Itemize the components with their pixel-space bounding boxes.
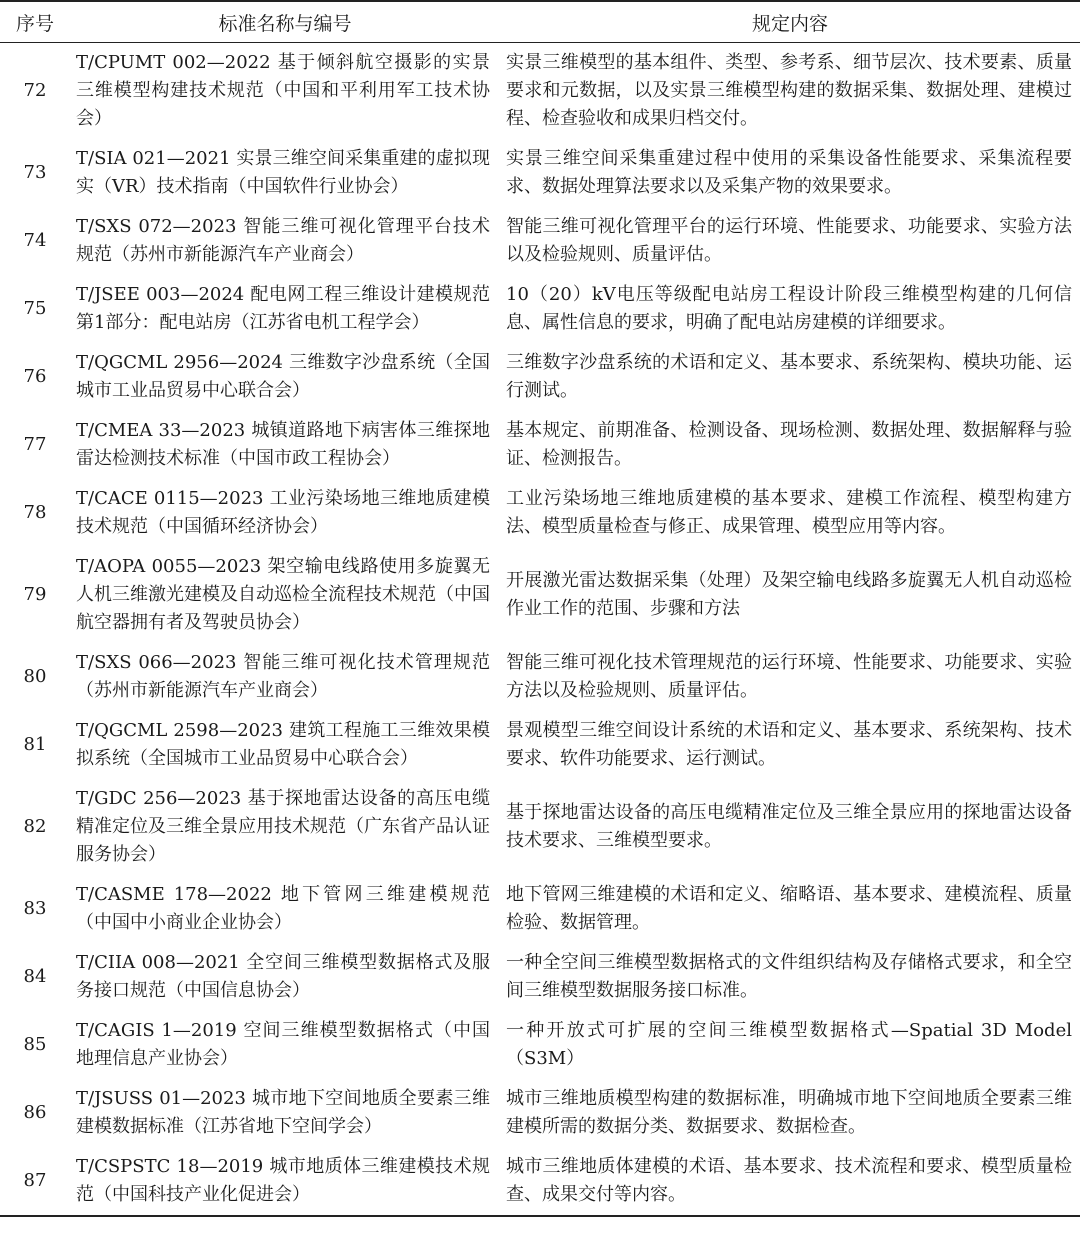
- row-index: 77: [23, 434, 47, 455]
- row-standard: T/CSPSTC 18—2019 城市地质体三维建模技术规范（中国科技产业化促进会）: [70, 1147, 500, 1216]
- row-index: 81: [23, 734, 47, 755]
- row-content: 实景三维模型的基本组件、类型、参考系、细节层次、技术要素、质量要求和元数据，以及实景三维模型构建的数据采集、数据处理、建模过程、检查验收和成果归档交付。: [506, 52, 1072, 129]
- row-index: 80: [23, 666, 47, 687]
- row-standard: T/JSEE 003—2024 配电网工程三维设计建模规范 第1部分：配电站房（江苏省电机工程学会）: [76, 284, 490, 333]
- row-content: 地下管网三维建模的术语和定义、缩略语、基本要求、建模流程、质量检验、数据管理。: [506, 884, 1072, 933]
- row-content: 基本规定、前期准备、检测设备、现场检测、数据处理、数据解释与验证、检测报告。: [506, 420, 1072, 469]
- header-content: 规定内容: [500, 1, 1080, 43]
- row-index: 82: [23, 816, 47, 837]
- row-index: 87: [0, 1147, 70, 1216]
- table-row: [0, 207, 1080, 275]
- table-row: [0, 411, 1080, 479]
- row-standard: T/QGCML 2598—2023 建筑工程施工三维效果模拟系统（全国城市工业品贸易中心联合会）: [76, 720, 490, 769]
- row-index: 83: [23, 898, 47, 919]
- row-standard: T/SXS 072—2023 智能三维可视化管理平台技术规范（苏州市新能源汽车产业商会）: [76, 216, 490, 265]
- table-row: [0, 139, 1080, 207]
- row-content: 三维数字沙盘系统的术语和定义、基本要求、系统架构、模块功能、运行测试。: [506, 352, 1072, 401]
- row-content: 城市三维地质模型构建的数据标准，明确城市地下空间地质全要素三维建模所需的数据分类、数据要求、数据检查。: [506, 1088, 1072, 1137]
- row-content: 景观模型三维空间设计系统的术语和定义、基本要求、系统架构、技术要求、软件功能要求、运行测试。: [506, 720, 1072, 769]
- row-index: 76: [23, 366, 47, 387]
- row-content: 工业污染场地三维地质建模的基本要求、建模工作流程、模型构建方法、模型质量检查与修正、成果管理、模型应用等内容。: [506, 488, 1072, 537]
- row-standard: T/SIA 021—2021 实景三维空间采集重建的虚拟现实（VR）技术指南（中国软件行业协会）: [76, 148, 490, 197]
- table-row: [0, 779, 1080, 875]
- row-standard: T/CASME 178—2022 地下管网三维建模规范（中国中小商业企业协会）: [76, 884, 490, 933]
- row-content: 智能三维可视化管理平台的运行环境、性能要求、功能要求、实验方法以及检验规则、质量评估。: [506, 216, 1072, 265]
- row-standard: T/SXS 066—2023 智能三维可视化技术管理规范（苏州市新能源汽车产业商会）: [76, 652, 490, 701]
- table-row: [0, 711, 1080, 779]
- row-content: 基于探地雷达设备的高压电缆精准定位及三维全景应用的探地雷达设备技术要求、三维模型要求。: [506, 802, 1072, 851]
- row-content: 智能三维可视化技术管理规范的运行环境、性能要求、功能要求、实验方法以及检验规则、质量评估。: [506, 652, 1072, 701]
- table-row: [0, 1011, 1080, 1079]
- row-content: 一种全空间三维模型数据格式的文件组织结构及存储格式要求，和全空间三维模型数据服务接口标准。: [506, 952, 1072, 1001]
- row-index: 85: [23, 1034, 47, 1055]
- table-row: [0, 1147, 1080, 1216]
- row-standard: T/CACE 0115—2023 工业污染场地三维地质建模技术规范（中国循环经济协会）: [76, 488, 490, 537]
- table-row: [0, 1079, 1080, 1147]
- table-row: [0, 343, 1080, 411]
- row-index: 78: [23, 502, 47, 523]
- row-standard: T/CAGIS 1—2019 空间三维模型数据格式（中国地理信息产业协会）: [76, 1020, 490, 1069]
- row-standard: T/CMEA 33—2023 城镇道路地下病害体三维探地雷达检测技术标准（中国市政工程协会）: [76, 420, 490, 469]
- row-index: 73: [23, 162, 47, 183]
- row-index: 86: [23, 1102, 47, 1123]
- row-content: 10（20）kV电压等级配电站房工程设计阶段三维模型构建的几何信息、属性信息的要求，明确了配电站房建模的详细要求。: [506, 284, 1072, 333]
- table-row: [0, 43, 1080, 140]
- row-content: 一种开放式可扩展的空间三维模型数据格式—Spatial 3D Model（S3M）: [506, 1020, 1072, 1069]
- row-content: 开展激光雷达数据采集（处理）及架空输电线路多旋翼无人机自动巡检作业工作的范围、步骤和方法: [506, 570, 1072, 619]
- row-index: 84: [23, 966, 47, 987]
- table-header: [0, 1, 1080, 43]
- table-row: [0, 643, 1080, 711]
- row-index: 72: [23, 80, 47, 101]
- table-row: [0, 275, 1080, 343]
- table-row: [0, 547, 1080, 643]
- row-index: 75: [23, 298, 47, 319]
- row-standard: T/JSUSS 01—2023 城市地下空间地质全要素三维建模数据标准（江苏省地下空间学会）: [76, 1088, 490, 1137]
- header-standard: 标准名称与编号: [70, 1, 500, 43]
- table-row: [0, 479, 1080, 547]
- row-index: 74: [23, 230, 47, 251]
- row-content: 实景三维空间采集重建过程中使用的采集设备性能要求、采集流程要求、数据处理算法要求以及采集产物的效果要求。: [506, 148, 1072, 197]
- row-standard: T/QGCML 2956—2024 三维数字沙盘系统（全国城市工业品贸易中心联合会）: [76, 352, 490, 401]
- row-content: 城市三维地质体建模的术语、基本要求、技术流程和要求、模型质量检查、成果交付等内容。: [500, 1147, 1080, 1216]
- table-row: [0, 875, 1080, 943]
- header-index: 序号: [0, 1, 70, 43]
- row-index: 79: [23, 584, 47, 605]
- table-body: [0, 43, 1080, 1217]
- row-standard: T/CPUMT 002—2022 基于倾斜航空摄影的实景三维模型构建技术规范（中国和平利用军工技术协会）: [76, 52, 490, 129]
- row-standard: T/AOPA 0055—2023 架空输电线路使用多旋翼无人机三维激光建模及自动巡检全流程技术规范（中国航空器拥有者及驾驶员协会）: [76, 556, 490, 633]
- table-row: [0, 943, 1080, 1011]
- row-standard: T/CIIA 008—2021 全空间三维模型数据格式及服务接口规范（中国信息协会）: [76, 952, 490, 1001]
- row-standard: T/GDC 256—2023 基于探地雷达设备的高压电缆精准定位及三维全景应用技术规范（广东省产品认证服务协会）: [76, 788, 490, 865]
